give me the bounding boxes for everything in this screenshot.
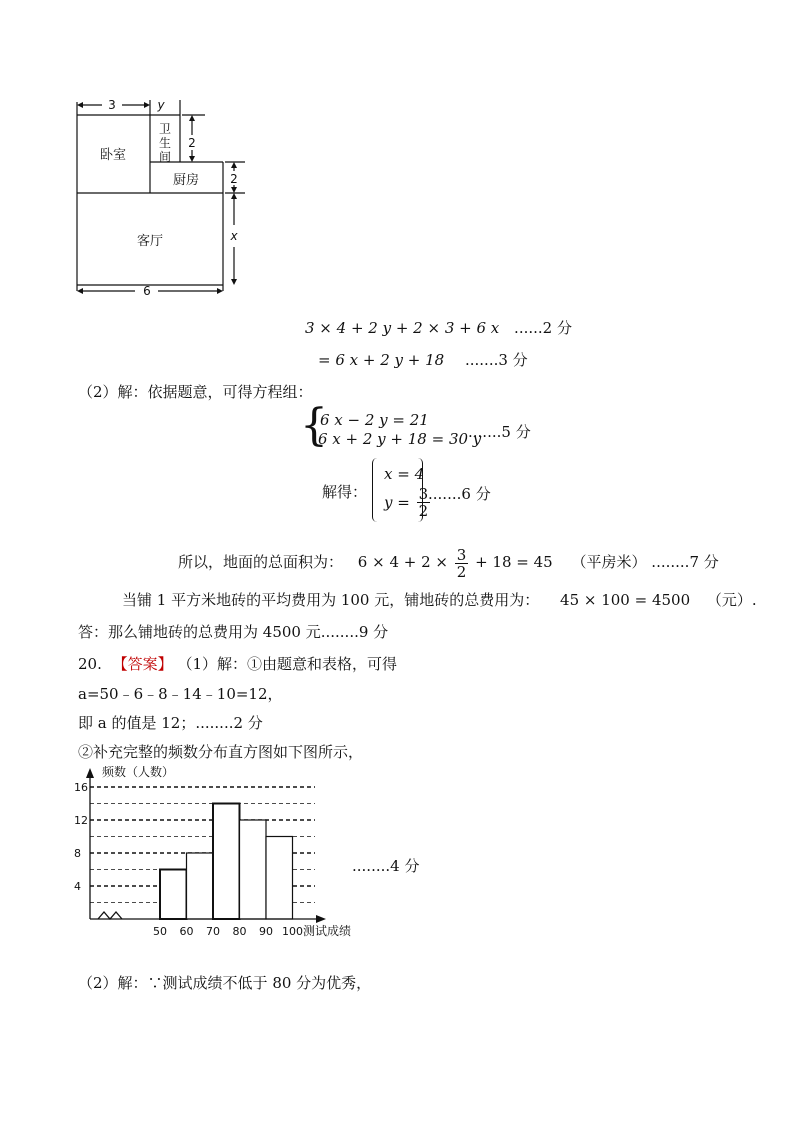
q20-part2: （2）解：∵测试成绩不低于 80 分为优秀， (78, 974, 372, 992)
expr-line-2 (318, 350, 528, 370)
solution-y-den: 2 (418, 502, 429, 520)
cost-unit: （元）. (706, 591, 757, 609)
cost-line (122, 590, 757, 610)
solution-y-lhs: y = (384, 493, 410, 512)
histogram-bar (160, 870, 187, 920)
area-label: 所以，地面的总面积为： (178, 553, 344, 571)
q20-result: 即 a 的值是 12；........2 分 (78, 714, 263, 732)
x-tick-label: 80 (232, 925, 247, 938)
histogram-bar (213, 804, 240, 920)
score-2: ......2 分 (514, 319, 572, 337)
answer-line: 答：那么铺地砖的总费用为 4500 元........9 分 (78, 623, 389, 641)
expr-line-1 (305, 318, 572, 338)
dim-right-middle: 2 (230, 172, 238, 186)
room-bedroom: 卧室 (99, 148, 127, 163)
area-line (178, 544, 719, 580)
score-7: ........7 分 (651, 553, 719, 571)
room-bath-1: 卫 (158, 122, 172, 136)
part2-intro: （2）解：依据题意，可得方程组： (78, 383, 313, 401)
equation-1: 6 x − 2 y = 21 (320, 411, 429, 429)
solve-label: 解得： (322, 483, 368, 501)
histogram-bar (187, 853, 214, 919)
histogram-bar (240, 820, 267, 919)
score-4: ........4 分 (352, 857, 420, 875)
room-bath-3: 间 (158, 150, 172, 164)
y-tick-label: 4 (74, 880, 81, 893)
q20-intro: （1）解：①由题意和表格，可得 (177, 655, 397, 673)
area-frac (455, 547, 469, 580)
answer-tag: 【答案】 (112, 655, 173, 673)
q20-header (78, 654, 397, 674)
y-tick-label: 16 (74, 781, 88, 794)
floor-plan-diagram (60, 95, 260, 305)
dim-top-right: y (157, 98, 165, 112)
histogram-bar (266, 837, 293, 920)
x-axis-label: 测试成绩 (303, 924, 352, 938)
score-3: .......3 分 (464, 351, 528, 369)
q20-calc: a=50﹣6﹣8﹣14﹣10=12， (78, 685, 283, 703)
area-unit: （平房米） (571, 553, 647, 571)
y-tick-label: 8 (74, 847, 81, 860)
x-tick-label: 50 (153, 925, 167, 938)
cost-expr: 45 × 100 = 4500 (560, 591, 691, 609)
system-brace: { (300, 400, 328, 451)
q20-number: 20. (78, 655, 102, 673)
area-frac-num: 3 (456, 545, 467, 564)
q20-hist-intro: ②补充完整的频数分布直方图如下图所示， (78, 743, 364, 761)
equation-2: 6 x + 2 y + 18 = 30 y (318, 430, 482, 448)
expr-2: = 6 x + 2 y + 18 (318, 351, 445, 369)
solution-y (384, 486, 432, 519)
dim-right-upper: 2 (188, 136, 196, 150)
expr-1: 3 × 4 + 2 y + 2 × 3 + 6 x (305, 319, 500, 337)
frequency-histogram (60, 762, 370, 940)
y-tick-label: 12 (74, 814, 88, 827)
area-expr-a: 6 × 4 + 2 × (357, 553, 448, 571)
solution-y-num: 3 (418, 485, 429, 503)
area-expr-b: + 18 = 45 (475, 553, 553, 571)
x-tick-label: 90 (259, 925, 273, 938)
score-5: .......5 分 (468, 423, 531, 441)
x-tick-label: 60 (179, 925, 194, 938)
solution-right-paren (418, 458, 423, 522)
score-6: .......6 分 (428, 485, 491, 503)
room-living: 客厅 (136, 234, 164, 249)
y-axis-label: 频数（人数） (102, 765, 175, 779)
cost-text: 当铺 1 平方米地砖的平均费用为 100 元，铺地砖的总费用为： (122, 591, 540, 609)
dim-bottom: 6 (143, 284, 151, 298)
room-bath-2: 生 (158, 136, 172, 150)
x-tick-label: 70 (206, 925, 220, 938)
area-frac-den: 2 (456, 562, 467, 581)
x-tick-label: 100 (282, 925, 303, 938)
dim-right-lower: x (230, 229, 238, 243)
solution-x: x = 4 (384, 465, 425, 483)
room-kitchen: 厨房 (172, 173, 200, 188)
dim-top-left: 3 (108, 98, 116, 112)
solution-left-paren (372, 458, 377, 522)
